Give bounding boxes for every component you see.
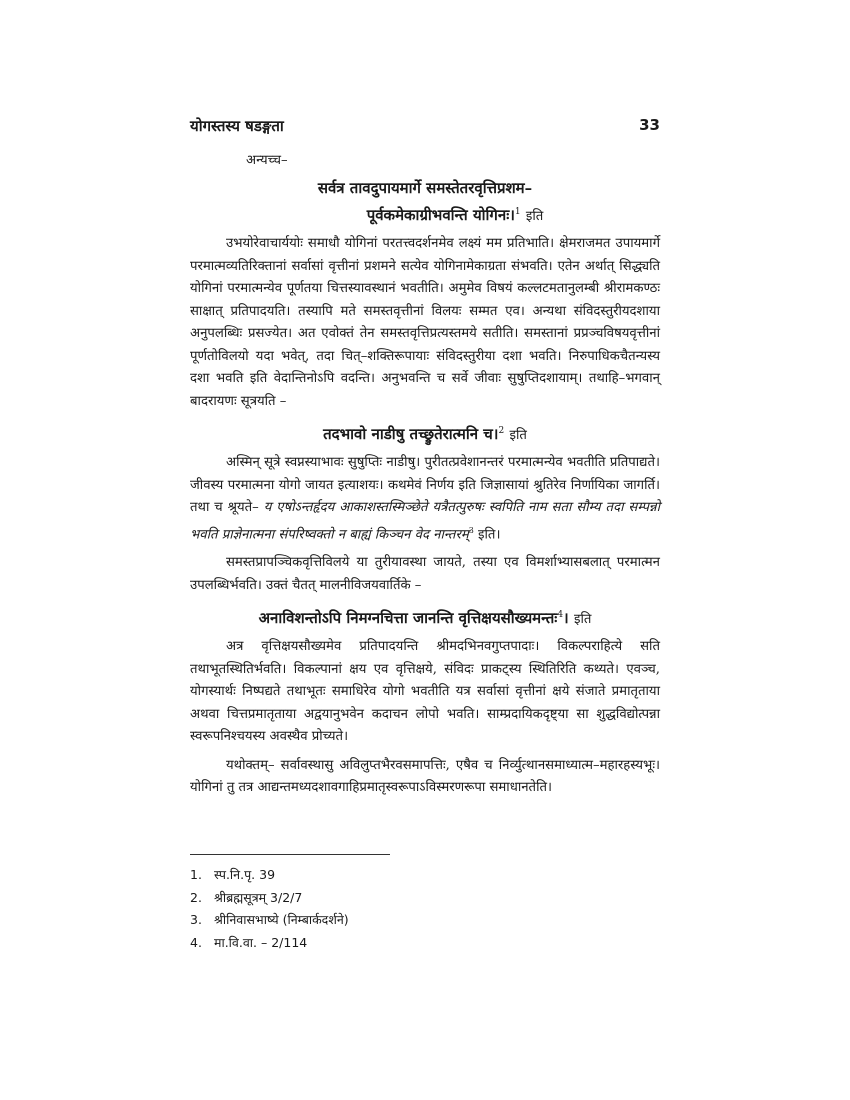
footnote-3-text: श्रीनिवासभाष्ये (निम्बार्कदर्शने) (214, 912, 349, 927)
footnote-ref-1: 1 (514, 207, 521, 217)
footnote-2 (190, 887, 590, 910)
footnote-3-number: 3. (190, 912, 202, 927)
verse-2-text: तदभावो नाडीषु तच्छ्रुतेरात्मनि च। (323, 425, 499, 443)
running-header (190, 116, 660, 138)
paragraph-2-quote: य एषोऽन्तर्हृदय आकाशस्तस्मिञ्छेते यत्रैतत्पुरुषः स्वपिति नाम सता सौम्य तदा सम्पन्नो भवति प्राज्ञेनात्मना संपरिष्वक्तो न बाह्यं किञ्चन वेद नान्तरम् (190, 500, 660, 542)
paragraph-2-text: अस्मिन् सूत्रे स्वप्नस्याभावः सुषुप्तिः नाडीषु। पुरीतत्प्रवेशानन्तरं परमात्मन्येव भवतीति प्रतिपाद्यते। जीवस्य परमात्मना योगो जायत इत्याशयः। कथमेवं निर्णय इति जिज्ञासायां श्रुतिरेव निर्णायिका जागर्ति। तथा च श्रूयते– (190, 455, 660, 515)
verse-1-line-1: सर्वत्र तावदुपायमार्गे समस्तेतरवृत्तिप्रशम– (317, 179, 533, 197)
page-number: 33 (639, 116, 660, 134)
paragraph-1: उभयोरेवाचार्ययोः समाधौ योगिनां परतत्त्वदर्शनमेव लक्ष्यं मम प्रतिभाति। क्षेमराजमत उपायमार्गे परमात्मव्यतिरिक्तानां सर्वासां वृत्तीनां प्रशमने सत्येव योगिनामेकाग्रता संभवति। एतेन अर्थात् सिद्ध्यति योगिनां परमात्मन्येव पूर्णतया चित्तस्यावस्थानं भवतीति। अमुमेव विषयं कल्लटमतानुलम्बी श्रीरामकण्ठः साक्षात् प्रतिपादयति। तस्यापि मते समस्तवृत्तीनां विलयः सम्मत एव। अन्यथा संविदस्तुरीयदशाया अनुपलब्धिः प्रसज्येत। अत एवोक्तं तेन समस्तवृत्तिप्रत्यस्तमये सतीति। समस्तानां प्रप्रञ्चविषयवृत्तीनां पूर्णतोविलयो यदा भवेत्, तदा चित्–शक्तिरूपायाः संविदस्तुरीया दशा भवति। निरुपाधिकचैतन्यस्य दशा भवति इति वेदान्तिनोऽपि वदन्ति। अनुभवन्ति च सर्वे जीवाः सुषुप्तिदशायाम्। तथाहि–भगवान् बादरायणः सूत्रयति – (190, 236, 660, 409)
verse-3-end: । (563, 609, 569, 628)
footnote-ref-3: 3 (468, 525, 474, 535)
footnote-4 (190, 932, 590, 955)
paragraph-4: अत्र वृत्तिक्षयसौख्यमेव प्रतिपादयन्ति श्रीमदभिनवगुप्तपादाः। विकल्पराहित्ये सति तथाभूतस्थितिर्भवति। विकल्पानां क्षय एव वृत्तिक्षये, संविदः प्राकट्स्य स्थितिरिति कथ्यते। एवञ्च, योगस्यार्थः निष्पद्यते तथाभूतः समाधिरेव योगो भवतीति यत्र सर्वासां वृत्तीनां क्षये संजाते प्रमातृताया अथवा चित्तप्रमातृताया अद्वयानुभवेन कदाचन लोपो भवति। साम्प्रदायिकदृष्ट्या सा शुद्धविद्योत्पन्ना स्वरूपनिश्चयस्य अवस्थैव प्रोच्यते। (190, 639, 660, 745)
footnote-rule (190, 854, 390, 855)
verse-3-iti: इति (573, 612, 592, 628)
paragraph-2-tail: इति। (478, 526, 501, 542)
verse-2-iti: इति (509, 428, 527, 443)
footnotes (190, 864, 590, 954)
page-body (190, 150, 660, 800)
footnote-2-text: श्रीब्रह्मसूत्रम् 3/2/7 (214, 889, 303, 905)
footnote-3 (190, 909, 590, 932)
verse-1 (190, 176, 660, 229)
verse-2 (190, 419, 660, 448)
paragraph-5: यथोक्तम्– सर्वावस्थासु अविलुप्तभैरवसमापत्तिः, एषैव च निर्व्युत्थानसमाध्यात्म–महारहस्यभूः। योगिनां तु तत्र आद्यन्तमध्यदशावगाहिप्रमातृस्वरूपाऽविस्मरणरूपा समाधानतेति। (190, 757, 660, 796)
footnote-1 (190, 864, 590, 887)
footnote-ref-4: 4 (557, 610, 564, 621)
paragraph-2 (190, 452, 660, 546)
footnote-4-number: 4. (190, 934, 202, 950)
paragraph-3: समस्तप्रापञ्चिकवृत्तिविलये या तुरीयावस्था जायते, तस्या एव विमर्शाभ्यासबलात् परमात्मन उपलब्धिर्भवति। उक्तं चैतत् मालनीविजयवार्तिके – (190, 555, 660, 593)
verse-1-iti: इति (525, 209, 544, 224)
header-title: योगस्तस्य षडङ्गता (190, 117, 284, 135)
verse-3 (190, 603, 660, 632)
footnote-ref-2: 2 (498, 426, 505, 436)
verse-3-text: अनाविशन्तोऽपि निमग्नचित्ता जानन्ति वृत्तिक्षयसौख्यमन्तः (258, 609, 558, 628)
footnote-1-number: 1. (190, 867, 202, 882)
verse-1-line-2-wrap (250, 200, 660, 229)
intro-line: अन्यच्च– (246, 153, 288, 168)
footnote-2-number: 2. (190, 889, 202, 905)
footnote-4-text: मा.वि.वा. – 2/114 (214, 934, 308, 950)
footnote-1-text: स्प.नि.पृ. 39 (214, 867, 276, 882)
verse-1-line-2: पूर्वकमेकाग्रीभवन्ति योगिनः। (366, 206, 515, 224)
